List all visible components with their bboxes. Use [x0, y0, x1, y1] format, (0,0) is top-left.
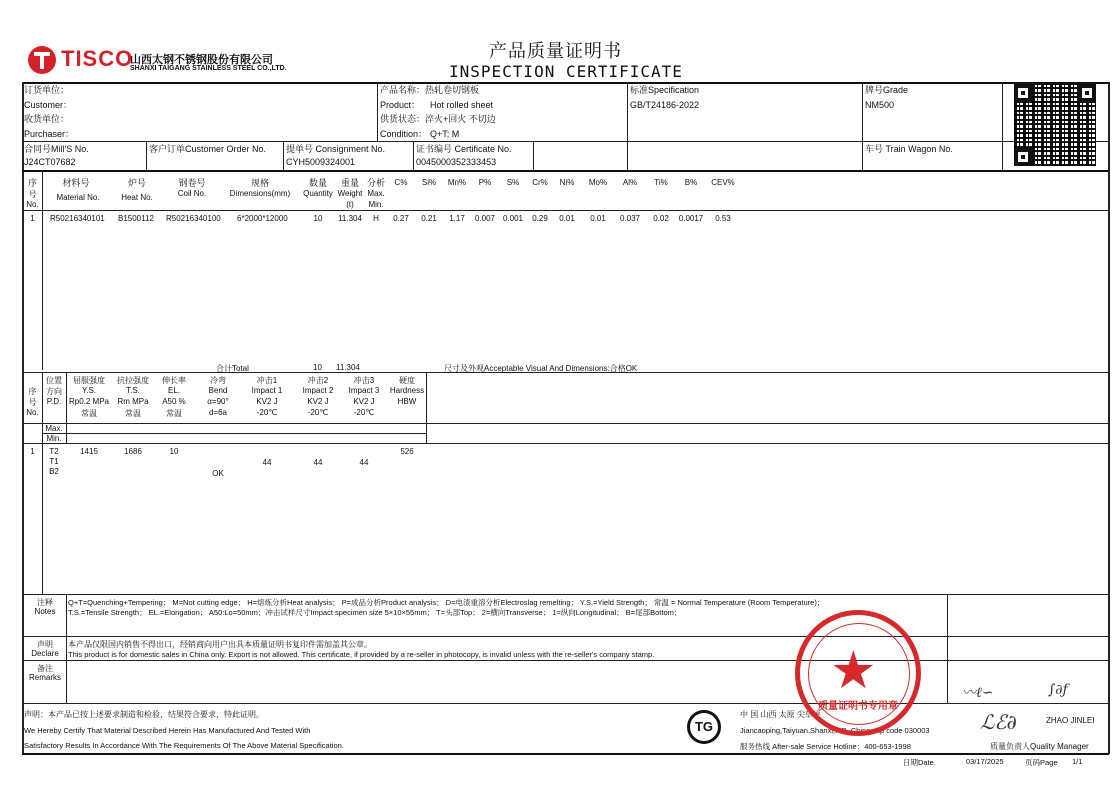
spec-label: 标准Specification [630, 85, 700, 95]
chem-hdr-seq-no: No. [26, 200, 39, 209]
mech-hdr-imp1-3: KV2 J [256, 397, 278, 406]
mech-hdr-imp3-4: -20℃ [353, 408, 375, 417]
mech-hdr-pos-1: 位置 [46, 376, 62, 385]
chem-val-ti: 0.02 [653, 214, 669, 223]
mech-hdr-seq: 序 [28, 387, 37, 396]
mech-hdr-ys-2: Y.S. [81, 386, 97, 395]
certify-statement-cn: 声明：本产品已按上述要求制造和检验，结果符合要求，特此证明。 [24, 710, 264, 719]
chem-hdr-material-cn: 材料号 [62, 178, 90, 188]
mech-hdr-imp2-1: 冲击2 [307, 376, 329, 385]
purchaser-label-en: Purchaser： [24, 129, 75, 139]
signature-1-icon: 〰ℓ∽ [962, 685, 994, 701]
chem-row-coil: R50216340100 [166, 214, 221, 223]
customer-label-en: Customer： [24, 100, 73, 110]
notes-line-2: T.S.=Tensile Strength； EL.=Elongation； A50:Lo=50mm；冲击试样尺寸Impact specimen size 5×10×55mm； T=头部Top； 2=横向Transverse； 1=纵向Longitudinal； B=尾部Bottom； [68, 608, 682, 617]
mech-hdr-bend-1: 冷弯 [210, 376, 226, 385]
chem-elem-s: S% [506, 178, 520, 187]
mech-impact2-value: 44 [313, 458, 323, 467]
mech-bend-value: OK [212, 469, 224, 478]
chem-val-b: 0.0017 [678, 214, 704, 223]
mech-hdr-pos-2: 方向 [46, 387, 62, 396]
chem-hdr-weight-unit: (t) [346, 200, 354, 209]
chem-val-al: 0.037 [619, 214, 641, 223]
mech-hdr-hard-3: HBW [397, 397, 417, 406]
chem-hdr-dim-en: Dimensions(mm) [229, 189, 291, 198]
chem-hdr-max: Max. [367, 189, 385, 198]
address-en: Jiancaoping,Taiyuan,Shanxi,P.R. China. zip code 030003 [740, 726, 930, 735]
mech-el-value: 10 [169, 447, 179, 456]
date-value: 03/17/2025 [966, 757, 1004, 766]
notes-label-en: Notes [34, 607, 56, 616]
tg-certification-logo-icon: TG [687, 710, 721, 744]
chem-hdr-heat-en: Heat No. [121, 193, 153, 202]
chem-elem-cr: Cr% [532, 178, 548, 187]
consignment-value: CYH5009324001 [286, 157, 356, 167]
mech-hdr-hard-2: Hardness [389, 386, 425, 395]
chem-hdr-qty-en: Quantity [303, 189, 333, 198]
chem-hdr-dim-cn: 规格 [250, 178, 269, 188]
chem-hdr-seq: 序 [27, 178, 37, 188]
mech-hdr-imp3-3: KV2 J [353, 397, 375, 406]
mech-max: Max. [45, 424, 63, 433]
title-en: INSPECTION CERTIFICATE [449, 62, 683, 81]
mech-hdr-imp2-2: Impact 2 [302, 386, 334, 395]
chem-hdr-coil-cn: 钢卷号 [178, 178, 206, 188]
mech-pos-t1: T1 [49, 457, 59, 466]
company-name-en: SHANXI TAIGANG STAINLESS STEEL CO.,LTD. [130, 65, 287, 72]
chem-hdr-min: Min. [368, 200, 384, 209]
declare-line-en: This product is for domestic sales in China only. Export is not allowed. This certificate, if provided by a re-seller in photocopy, is invalid unless with the re-seller's company stamp. [68, 650, 655, 659]
certify-statement-en-2: Satisfactory Results In Accordance With The Requirements Of The Above Material Specification. [24, 741, 344, 750]
chem-elem-p: P% [478, 178, 492, 187]
purchaser-label-cn: 收货单位： [24, 114, 70, 124]
chem-val-s: 0.001 [502, 214, 524, 223]
mech-hdr-imp2-3: KV2 J [307, 397, 329, 406]
address-cn: 中 国 山西 太原 尖草坪 [740, 710, 821, 719]
chem-val-cev: 0.53 [715, 214, 731, 223]
notes-line-1: Q+T=Quenching+Tempering； M=Not cutting edge； H=熔炼分析Heat analysis； P=成品分析Product analysis； D=电渣重溶分析Electroslag remelting； Y.S.=Yield Strength； 常温 = Normal Temperature (Room Temperature)； [68, 598, 825, 607]
mech-hdr-ys-4: 常温 [81, 409, 97, 418]
mech-hdr-bend-4: d=6a [208, 408, 228, 417]
mech-hdr-bend-2: Bend [208, 386, 228, 395]
wagon-label: 车号 Train Wagon No. [865, 144, 953, 154]
chem-elem-ni: Ni% [559, 178, 575, 187]
mill-label: 合同号Mill'S No. [24, 144, 89, 154]
chem-row-heat: B1500112 [118, 214, 154, 223]
page-value: 1/1 [1072, 757, 1083, 766]
mech-hdr-pos-3: P.D. [46, 397, 62, 406]
signature-2-icon: ∫∂ƒ [1048, 682, 1068, 698]
quality-manager-label: 质量负责人Quality Manager [990, 742, 1089, 751]
chem-row-qty: 10 [313, 214, 323, 223]
mech-row-no: 1 [30, 447, 35, 456]
mech-hdr-seq-hao: 号 [28, 398, 37, 407]
service-hotline: 服务热线 After-sale Service Hotline：400-653-1998 [740, 742, 911, 751]
chem-row-no: 1 [30, 214, 35, 223]
mech-hdr-el-4: 常温 [166, 409, 182, 418]
date-label: 日期Date. [903, 758, 936, 767]
condition-label-en: Condition： [380, 129, 428, 139]
product-label-en: Product： [380, 100, 421, 110]
mech-hdr-el-3: A50 % [162, 397, 186, 406]
mill-value: J24CT07682 [24, 157, 76, 167]
seal-star-icon: ★ [830, 642, 877, 700]
tisco-logo-icon [28, 46, 56, 74]
condition-label-cn: 供货状态：淬火+回火 不切边 [380, 114, 496, 124]
chem-hdr-coil-en: Coil No. [177, 189, 207, 198]
spec-value: GB/T24186-2022 [630, 100, 700, 110]
chem-row-weight: 11.304 [338, 214, 362, 223]
total-weight: 11.304 [336, 363, 360, 372]
mech-hdr-imp1-2: Impact 1 [251, 386, 283, 395]
chem-elem-ti: Ti% [654, 178, 668, 187]
mech-hdr-ys-3: Rp0.2 MPa [68, 397, 110, 406]
visual-dimensions-result: 尺寸及外观Acceptable Visual And Dimensions:合格OK [444, 364, 638, 373]
mech-hdr-bend-3: α=90° [207, 397, 229, 406]
chem-hdr-analysis-cn: 分析 [366, 178, 385, 188]
chem-hdr-material-en: Material No. [56, 193, 100, 202]
grade-value: NM500 [865, 100, 895, 110]
declare-label-cn: 声明 [37, 640, 53, 649]
mech-impact1-value: 44 [262, 458, 272, 467]
chem-val-mo: 0.01 [590, 214, 606, 223]
mech-hdr-ts-3: Rm MPa [117, 397, 149, 406]
company-seal-stamp [795, 610, 921, 736]
certificate-label: 证书编号 Certificate No. [416, 144, 512, 154]
signature-3-icon: ℒℰ∂ [980, 710, 1017, 734]
chem-val-mn: 1.17 [449, 214, 465, 223]
certify-statement-en-1: We Hereby Certify That Material Described Herein Has Manufactured And Tested With [24, 726, 311, 735]
mech-ys-value: 1415 [80, 447, 98, 456]
remarks-label-cn: 备注 [37, 664, 53, 673]
mech-hdr-el-2: EL. [167, 386, 180, 395]
chem-elem-mo: Mo% [588, 178, 608, 187]
chem-val-ni: 0.01 [559, 214, 575, 223]
chem-val-c: 0.27 [393, 214, 409, 223]
chem-hdr-seq-hao: 号 [28, 190, 37, 199]
customer-label-cn: 订货单位： [24, 85, 70, 95]
product-label-cn: 产品名称：热轧卷切钢板 [380, 85, 480, 95]
chem-val-si: 0.21 [421, 214, 437, 223]
mech-hdr-seq-no: No. [26, 408, 39, 417]
mech-ts-value: 1686 [124, 447, 142, 456]
grade-label: 牌号Grade [865, 85, 909, 95]
chem-elem-c: C% [394, 178, 408, 187]
chem-row-material: R50216340101 [50, 214, 105, 223]
qr-code-icon [1014, 84, 1096, 166]
mech-hdr-ts-2: T.S. [126, 386, 140, 395]
chem-hdr-qty-cn: 数量 [308, 178, 327, 188]
quality-manager-name: ZHAO JINLEI [1046, 716, 1095, 725]
product-value: Hot rolled sheet [430, 100, 494, 110]
mech-hdr-imp3-2: Impact 3 [348, 386, 380, 395]
certificate-value: 0045000352333453 [416, 157, 497, 167]
chem-hdr-weight-cn: 重量 [340, 178, 359, 188]
mech-hdr-hard-1: 硬度 [399, 376, 415, 385]
total-label: 合计Total [216, 364, 249, 373]
chem-hdr-heat-cn: 炉号 [127, 178, 146, 188]
chem-row-dim: 6*2000*12000 [237, 214, 288, 223]
mech-hdr-el-1: 伸长率 [162, 376, 186, 385]
chem-elem-cev: CEV% [711, 178, 735, 187]
chem-elem-si: Si% [421, 178, 437, 187]
declare-line-cn: 本产品仅限国内销售不得出口，经销商向用户出具本质量证明书复印件需加盖其公章。 [68, 640, 372, 649]
chem-row-analysis: H [373, 214, 379, 223]
chem-elem-al: Al% [622, 178, 638, 187]
mech-min: Min. [46, 434, 62, 443]
mech-pos-b2: B2 [49, 467, 59, 476]
seal-text: 质量证明书专用章 [818, 701, 898, 712]
total-quantity: 10 [313, 363, 322, 372]
company-name-cn: 山西太钢不锈钢股份有限公司 [130, 54, 273, 66]
mech-hdr-ts-4: 常温 [125, 409, 141, 418]
mech-hdr-imp3-1: 冲击3 [353, 376, 375, 385]
mech-hdr-imp1-4: -20℃ [256, 408, 278, 417]
mech-hdr-imp2-4: -20℃ [307, 408, 329, 417]
order-label: 客户订单Customer Order No. [149, 144, 267, 154]
chem-val-cr: 0.29 [532, 214, 548, 223]
mech-hdr-ts-1: 抗拉强度 [117, 376, 149, 385]
condition-value: Q+T; M [430, 129, 460, 139]
mech-hdr-ys-1: 屈服强度 [73, 376, 105, 385]
chem-hdr-weight-en: Weight [337, 189, 363, 198]
mech-hardness-value: 526 [400, 447, 414, 456]
mech-pos-t2: T2 [49, 447, 59, 456]
chem-elem-b: B% [684, 178, 698, 187]
remarks-label-en: Remarks [28, 673, 61, 682]
notes-label-cn: 注释 [37, 598, 53, 607]
mech-impact3-value: 44 [359, 458, 369, 467]
brand-name: TISCO [61, 46, 134, 71]
title-cn: 产品质量证明书 [489, 41, 622, 61]
consignment-label: 提单号 Consignment No. [286, 144, 386, 154]
page-label: 页码Page [1025, 758, 1058, 767]
chem-elem-mn: Mn% [447, 178, 467, 187]
declare-label-en: Declare [31, 649, 59, 658]
mech-hdr-imp1-1: 冲击1 [256, 376, 278, 385]
chem-val-p: 0.007 [474, 214, 496, 223]
